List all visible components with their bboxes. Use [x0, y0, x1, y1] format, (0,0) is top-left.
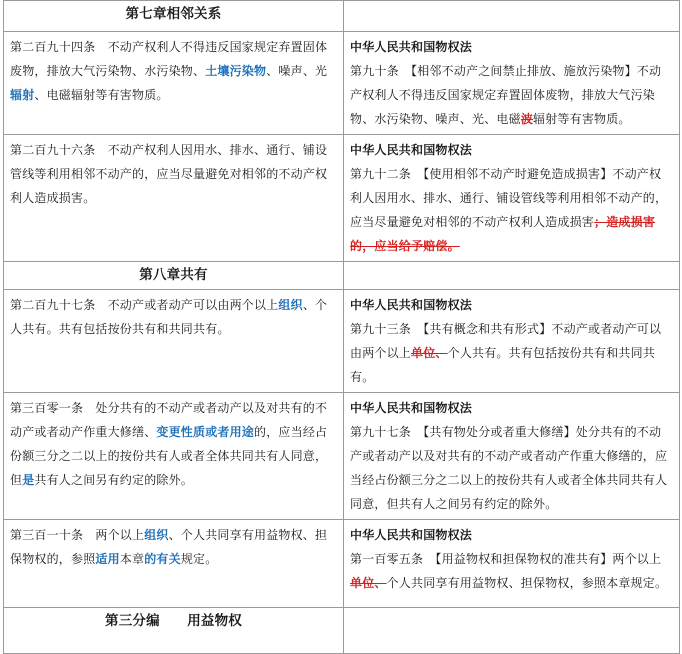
deleted-text: 波 — [520, 112, 534, 126]
article-text: 第三百零一条 处分共有的不动产或者动产以及对共有的不动产或者动产作重大修缮、 — [10, 401, 328, 439]
added-text: 组织 — [144, 528, 169, 542]
article-text: 辐射等有害物质。 — [533, 112, 631, 126]
chapter-heading-row — [4, 1, 680, 32]
article-text: 第三百一十条 两个以上 — [10, 528, 145, 542]
law-title: 中华人民共和国物权法 — [350, 401, 473, 415]
article-row — [4, 290, 680, 393]
law-title: 中华人民共和国物权法 — [350, 528, 473, 542]
article-text: 第九十二条 【使用相邻不动产时避免造成损害】不动产权利人因用水、排水、通行、铺设管线等利用相邻不动产的，应当尽量避免对相邻的不动产权利人造成损害 — [350, 167, 668, 229]
civil-code-article — [4, 32, 344, 135]
chapter-heading-row — [4, 262, 680, 290]
article-text: 规定。 — [180, 552, 218, 566]
property-law-article — [344, 135, 680, 262]
article-row — [4, 32, 680, 135]
comparison-table — [3, 0, 680, 654]
article-row — [4, 520, 680, 608]
article-text: 第九十条 【相邻不动产之间禁止排放、施放污染物】不动产权利人不得违反国家规定弃置固体废物，排放大气污染物、水污染物、噪声、光、电磁 — [350, 64, 662, 126]
empty-cell — [344, 1, 680, 32]
article-row — [4, 135, 680, 262]
article-text: 共有人之间另有约定的除外。 — [34, 473, 194, 487]
added-text: 土壤污染物 — [205, 64, 267, 78]
added-text: 辐射 — [10, 88, 35, 102]
chapter-heading: 第八章共有 — [4, 262, 344, 290]
added-text: 的有关 — [144, 552, 181, 566]
article-text: 第一百零五条 【用益物权和担保物权的准共有】两个以上 — [350, 552, 662, 566]
civil-code-article — [4, 520, 344, 608]
law-title: 中华人民共和国物权法 — [350, 298, 473, 312]
article-text: 本章 — [119, 552, 145, 566]
law-title: 中华人民共和国物权法 — [350, 143, 473, 157]
article-row — [4, 393, 680, 520]
article-text: 第二百九十七条 不动产或者动产可以由两个以上 — [10, 298, 279, 312]
article-text: 、个人共有。共有包括按份共有和共同共有。 — [10, 298, 328, 336]
empty-cell — [344, 608, 680, 654]
article-text: 第九十三条 【共有概念和共有形式】不动产或者动产可以由两个以上 — [350, 322, 662, 360]
property-law-article — [344, 520, 680, 608]
chapter-heading: 第三分编 用益物权 — [4, 608, 344, 654]
deleted-text: 单位、 — [350, 576, 387, 590]
property-law-article — [344, 32, 680, 135]
article-text: 的，应当经占份额三分之二以上的按份共有人或者全体共同共有人同意，但 — [10, 425, 328, 487]
property-law-article — [344, 393, 680, 520]
deleted-text: 单位、 — [411, 346, 448, 360]
article-text: 、噪声、光 — [266, 64, 328, 78]
article-text: 第九十七条 【共有物处分或者重大修缮】处分共有的不动产或者动产以及对共有的不动产或者动产作重大修缮的，应当经占份额三分之二以上的按份共有人或者全体共同共有人同意，但共有人之间另有约定的除外。 — [350, 425, 668, 511]
civil-code-article — [4, 393, 344, 520]
added-text: 适用 — [95, 552, 120, 566]
empty-cell — [344, 262, 680, 290]
added-text: 组织 — [278, 298, 303, 312]
article-text: 个人共同享有用益物权、担保物权，参照本章规定。 — [386, 576, 668, 590]
civil-code-article — [4, 290, 344, 393]
article-text: 第二百九十四条 不动产权利人不得违反国家规定弃置固体废物，排放大气污染物、水污染物、 — [10, 40, 328, 78]
civil-code-article — [4, 135, 344, 262]
chapter-heading-row — [4, 608, 680, 654]
deleted-text: ；造成损害的，应当给予赔偿。 — [350, 215, 656, 253]
added-text: 是 — [22, 473, 35, 487]
property-law-article — [344, 290, 680, 393]
article-text: 、电磁辐射等有害物质。 — [34, 88, 169, 102]
article-text: 、个人共同享有用益物权、担保物权的，参照 — [10, 528, 328, 566]
law-title: 中华人民共和国物权法 — [350, 40, 473, 54]
article-text: 第二百九十六条 不动产权利人因用水、排水、通行、铺设管线等利用相邻不动产的，应当尽量避免对相邻的不动产权利人造成损害。 — [10, 143, 328, 205]
added-text: 变更性质或者用途 — [156, 425, 255, 439]
chapter-heading: 第七章相邻关系 — [4, 1, 344, 32]
article-text: 个人共有。共有包括按份共有和共同共有。 — [350, 346, 656, 384]
